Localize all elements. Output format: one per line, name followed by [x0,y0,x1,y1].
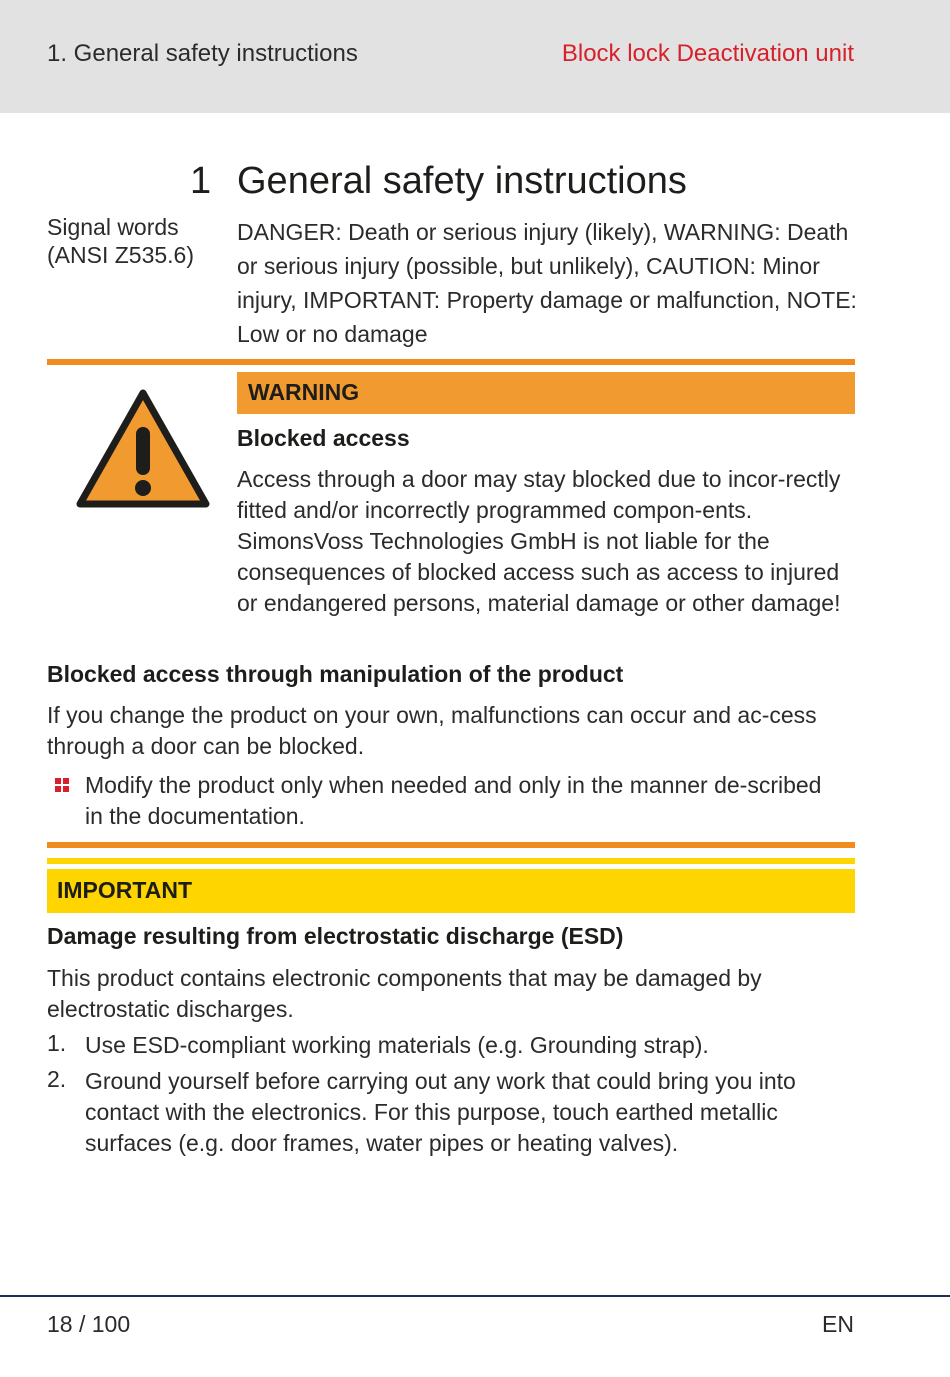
warning-bottom-rule [47,842,855,848]
warning-triangle-icon [76,389,210,514]
step-number: 1. [47,1030,67,1056]
footer-rule [0,1295,950,1297]
signal-words-label: Signal words (ANSI Z535.6) [47,214,194,268]
manipulation-heading: Blocked access through manipulation of the product [47,661,624,687]
manipulation-bullet: Modify the product only when needed and only in the manner de-scribed in the documentation. [85,772,822,829]
page-number: 18 / 100 [47,1311,131,1337]
header-section-title: 1. General safety instructions [47,40,358,67]
chapter-number: 1 [190,160,212,202]
signal-words-text: DANGER: Death or serious injury (likely), WARNING: Death or serious injury (possible, but unlikely), CAUTION: Minor injury, IMPORTANT: Property damage or malfunction, NOTE: Low or no damage [237,219,857,347]
warning-label: WARNING [248,379,360,405]
bullet-marker-icon [55,778,69,792]
language-code: EN [822,1311,854,1337]
important-heading: Damage resulting from electrostatic discharge (ESD) [47,923,624,949]
header-product-name: Block lock Deactivation unit [561,40,854,67]
step-number: 2. [47,1066,67,1092]
manipulation-body: If you change the product on your own, malfunctions can occur and ac-cess through a door can be blocked. [47,702,817,759]
important-label: IMPORTANT [57,877,193,903]
step-text: Use ESD-compliant working materials (e.g. Grounding strap). [85,1032,709,1058]
step-text: Ground yourself before carrying out any work that could bring you into contact with the electronics. For this purpose, touch earthed metallic surfaces (e.g. door frames, water pipes or heating valves). [85,1068,796,1156]
page-header [0,0,950,113]
important-body: This product contains electronic components that may be damaged by electrostatic discharges. [47,965,762,1022]
warning-body: Access through a door may stay blocked due to incor-rectly fitted and/or incorrectly programmed compon-ents. SimonsVoss Technologies GmbH is not liable for the consequences of blocked access such as access to injured or endangered persons, material damage or other damage! [237,466,841,616]
warning-heading: Blocked access [237,425,410,451]
important-banner [47,869,855,913]
warning-banner [237,372,855,414]
chapter-title: General safety instructions [237,160,687,202]
warning-top-rule [47,359,855,365]
important-top-rule [47,858,855,864]
